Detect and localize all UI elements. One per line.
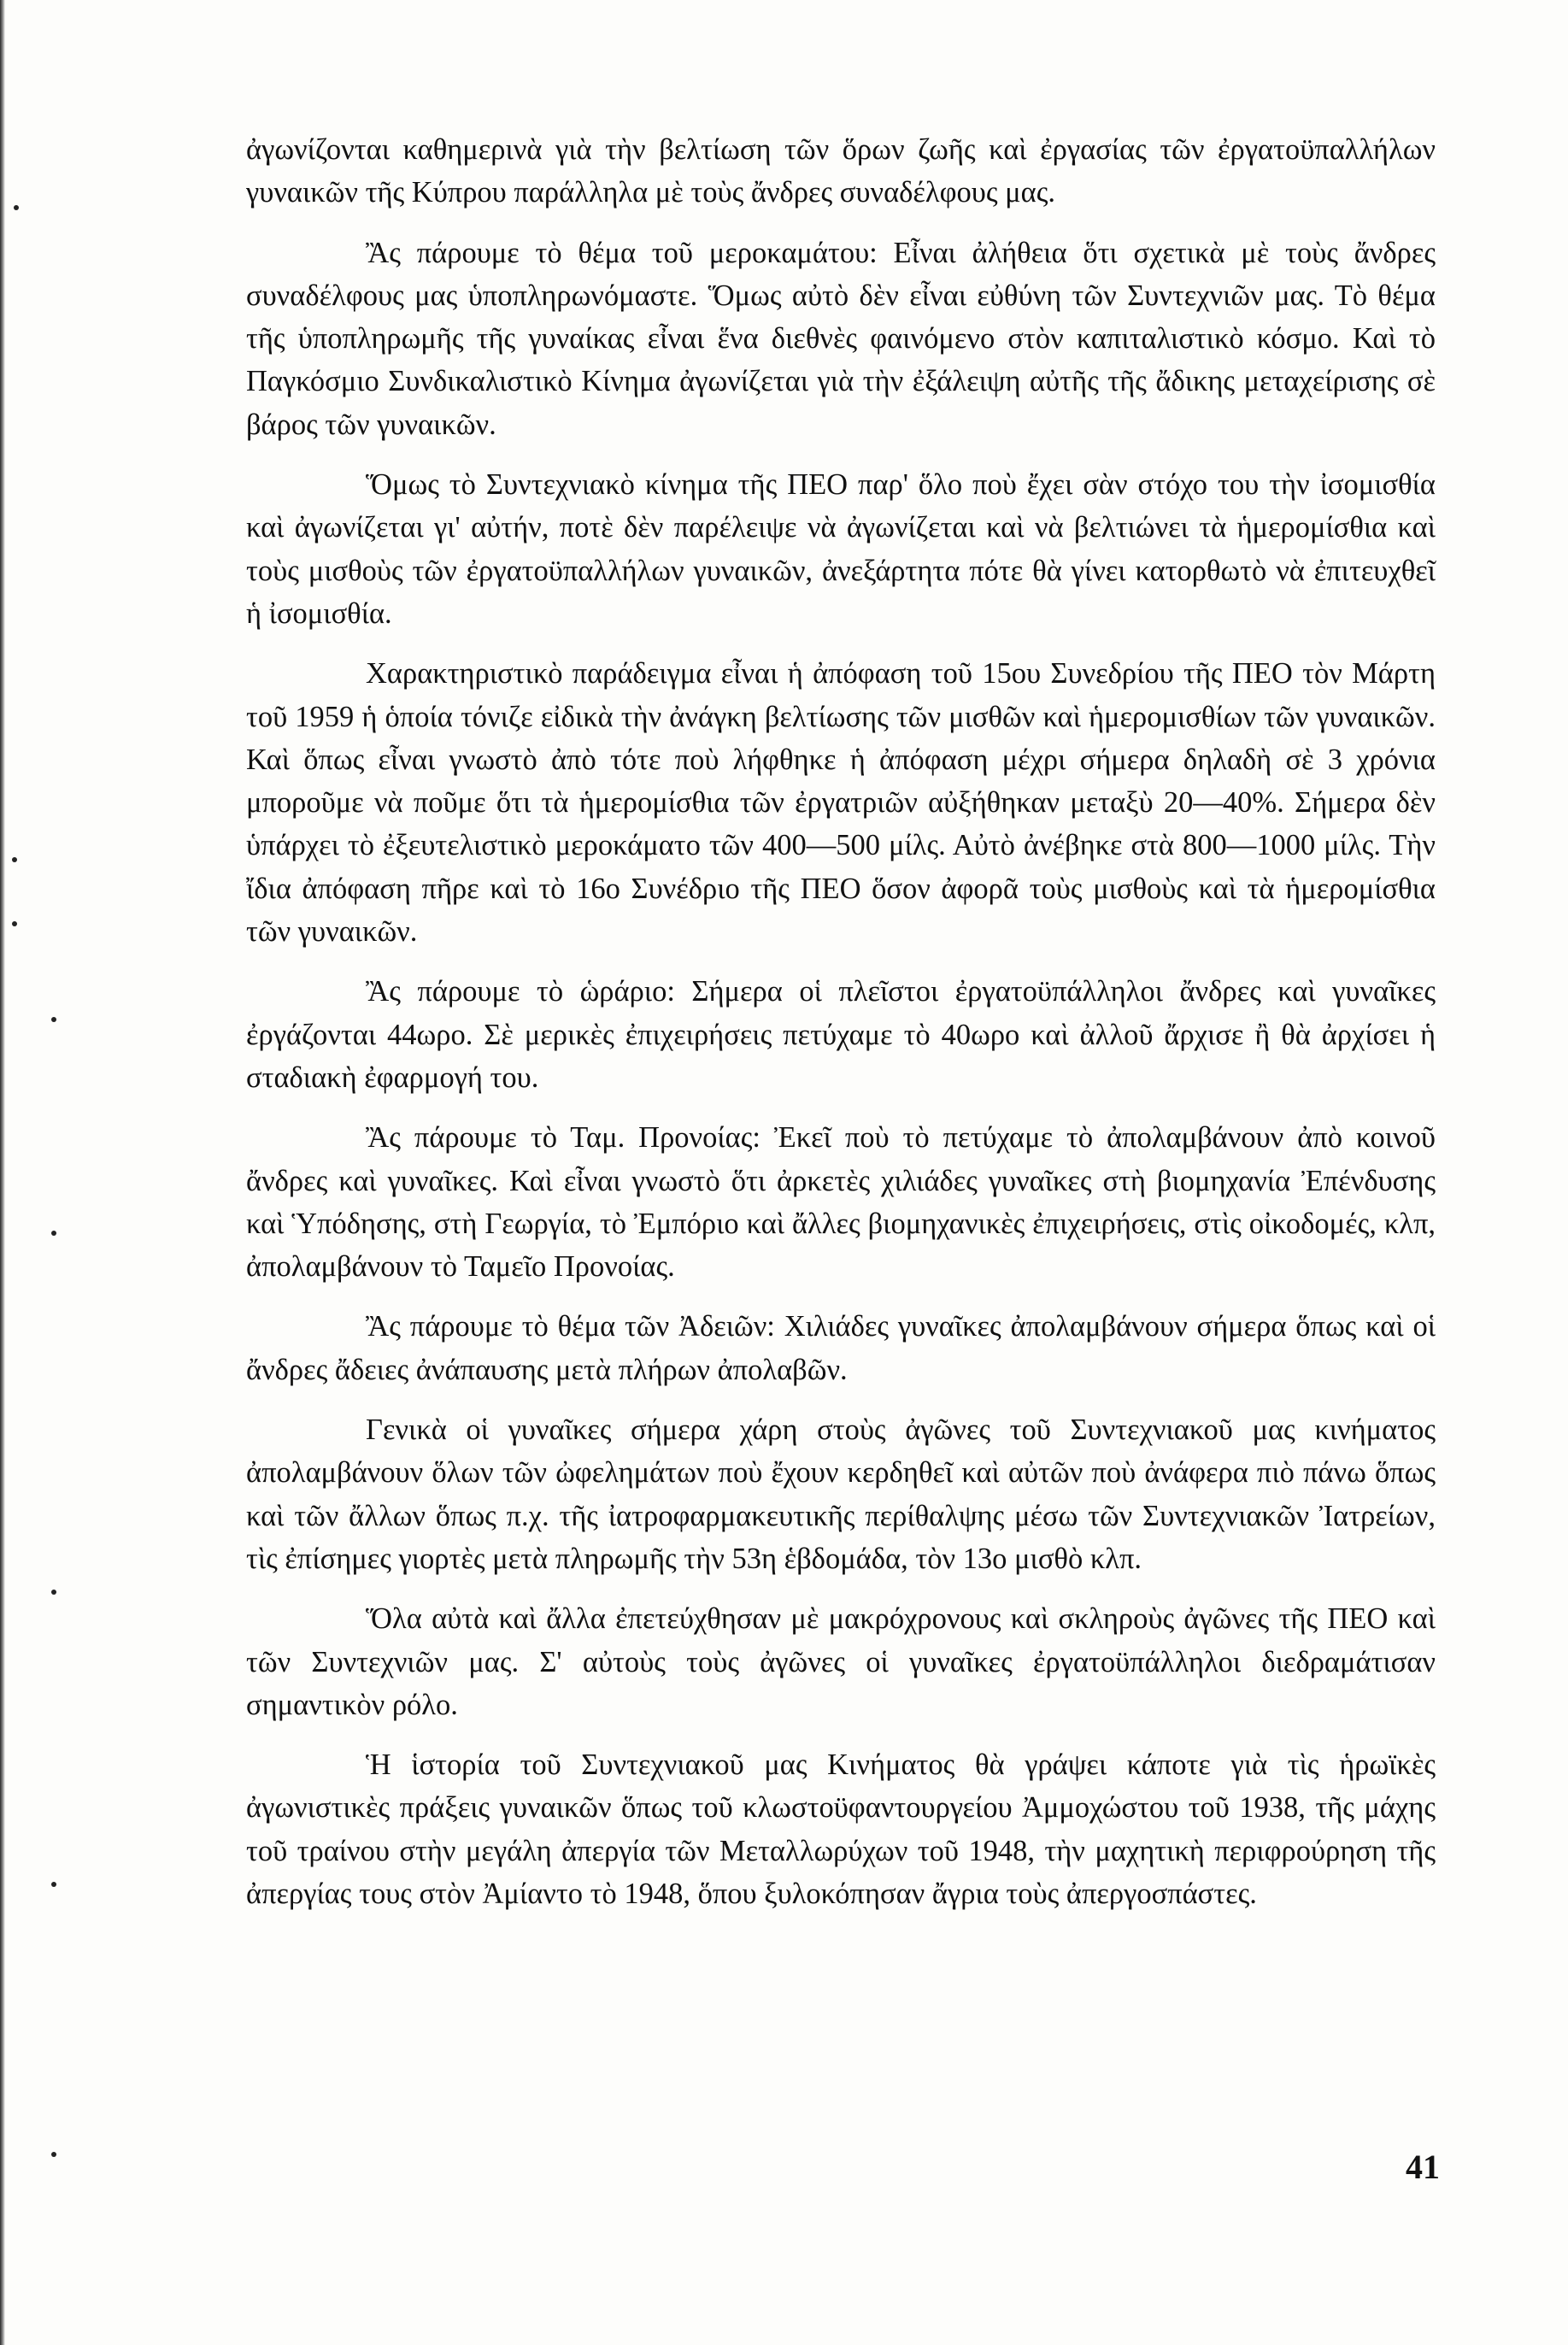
- paragraph: Ἡ ἱστορία τοῦ Συντεχνιακοῦ μας Κινήματος θὰ γράψει κάποτε γιὰ τὶς ἡρωϊκὲς ἀγωνιστικὲς πράξεις γυναικῶν ὅπως τοῦ κλωστοϋφαντουργείου Ἀμμοχώστου τοῦ 1938, τῆς μάχης τοῦ τραίνου στὴν μεγάλη ἀπεργία τῶν Μεταλλωρύχων τοῦ 1948, τὴν μαχητικὴ περιφρούρηση τῆς ἀπεργίας τους στὸν Ἀμίαντο τὸ 1948, ὅπου ξυλοκόπησαν ἄγρια τοὺς ἀπεργοσπάστες.: [246, 1748, 1436, 1910]
- body-text: [246, 128, 1436, 1915]
- paragraph: Ἂς πάρουμε τὸ ὡράριο: Σήμερα οἱ πλεῖστοι ἐργατοϋπάλληλοι ἄνδρες καὶ γυναῖκες ἐργάζονται 44ωρο. Σὲ μερικὲς ἐπιχειρήσεις πετύχαμε τὸ 40ωρο καὶ ἀλλοῦ ἄρχισε ἢ θὰ ἀρχίσει ἡ σταδιακὴ ἐφαρμογή του.: [246, 975, 1436, 1094]
- paragraph: Γενικὰ οἱ γυναῖκες σήμερα χάρη στοὺς ἀγῶνες τοῦ Συντεχνιακοῦ μας κινήματος ἀπολαμβάνουν ὅλων τῶν ὠφελημάτων ποὺ ἔχουν κερδηθεῖ καὶ αὐτῶν ποὺ ἀνάφερα πιὸ πάνω ὅπως καὶ τῶν ἄλλων ὅπως π.χ. τῆς ἰατροφαρμακευτικῆς περίθαλψης μέσω τῶν Συντεχνιακῶν Ἰατρείων, τὶς ἐπίσημες γιορτὲς μετὰ πληρωμῆς τὴν 53η ἑβδομάδα, τὸν 13ο μισθὸ κλπ.: [246, 1413, 1436, 1575]
- scan-speck: [51, 1017, 56, 1022]
- scan-edge: [0, 0, 5, 2345]
- scan-speck: [14, 205, 19, 210]
- scan-speck: [51, 2152, 56, 2157]
- paragraph: Ἂς πάρουμε τὸ θέμα τοῦ μεροκαμάτου: Εἶναι ἀλήθεια ὅτι σχετικὰ μὲ τοὺς ἄνδρες συναδέλφους μας ὑποπληρωνόμαστε. Ὅμως αὐτὸ δὲν εἶναι εὐθύνη τῶν Συντεχνιῶν μας. Τὸ θέμα τῆς ὑποπληρωμῆς τῆς γυναίκας εἶναι ἕνα διεθνὲς φαινόμενο στὸν καπιταλιστικὸ κόσμο. Καὶ τὸ Παγκόσμιο Συνδικαλιστικὸ Κίνημα ἀγωνίζεται γιὰ τὴν ἐξάλειψη αὐτῆς τῆς ἄδικης μεταχείρισης σὲ βάρος τῶν γυναικῶν.: [246, 236, 1436, 441]
- paragraph: ἀγωνίζονται καθημερινὰ γιὰ τὴν βελτίωση τῶν ὅρων ζωῆς καὶ ἐργασίας τῶν ἐργατοϋπαλλήλων γυναικῶν τῆς Κύπρου παράλληλα μὲ τοὺς ἄνδρες συναδέλφους μας.: [246, 133, 1436, 209]
- paragraph: Ὅμως τὸ Συντεχνιακὸ κίνημα τῆς ΠΕΟ παρ' ὅλο ποὺ ἔχει σὰν στόχο του τὴν ἰσομισθία καὶ ἀγωνίζεται γι' αὐτήν, ποτὲ δὲν παρέλειψε νὰ ἀγωνίζεται καὶ νὰ βελτιώνει τὰ ἡμερομίσθια καὶ τοὺς μισθοὺς τῶν ἐργατοϋπαλλήλων γυναικῶν, ἀνεξάρτητα πότε θὰ γίνει κατορθωτὸ νὰ ἐπιτευχθεῖ ἡ ἰσομισθία.: [246, 468, 1436, 630]
- scan-speck: [51, 1590, 56, 1595]
- scan-speck: [12, 921, 17, 926]
- paragraph: Ἂς πάρουμε τὸ θέμα τῶν Ἀδειῶν: Χιλιάδες γυναῖκες ἀπολαμβάνουν σήμερα ὅπως καὶ οἱ ἄνδρες ἄδειες ἀνάπαυσης μετὰ πλήρων ἀπολαβῶν.: [246, 1310, 1436, 1386]
- scan-speck: [51, 1231, 56, 1236]
- scan-speck: [12, 857, 17, 862]
- paragraph: Χαρακτηριστικὸ παράδειγμα εἶναι ἡ ἀπόφαση τοῦ 15ου Συνεδρίου τῆς ΠΕΟ τὸν Μάρτη τοῦ 1959 ἡ ὁποία τόνιζε εἰδικὰ τὴν ἀνάγκη βελτίωσης τῶν μισθῶν καὶ ἡμερομισθίων τῶν γυναικῶν. Καὶ ὅπως εἶναι γνωστὸ ἀπὸ τότε ποὺ λήφθηκε ἡ ἀπόφαση μέχρι σήμερα δηλαδὴ σὲ 3 χρόνια μποροῦμε νὰ ποῦμε ὅτι τὰ ἡμερομίσθια τῶν ἐργατριῶν αὐξήθηκαν μεταξὺ 20—40%. Σήμερα δὲν ὑπάρχει τὸ ἐξευτελιστικὸ μεροκάματο τῶν 400—500 μίλς. Αὐτὸ ἀνέβηκε στὰ 800—1000 μίλς. Τὴν ἴδια ἀπόφαση πῆρε καὶ τὸ 16ο Συνέδριο τῆς ΠΕΟ ὅσον ἀφορᾶ τοὺς μισθοὺς καὶ τὰ ἡμερομίσθια τῶν γυναικῶν.: [246, 657, 1436, 949]
- page-number: 41: [1406, 2148, 1440, 2186]
- paragraph: Ἂς πάρουμε τὸ Ταμ. Προνοίας: Ἐκεῖ ποὺ τὸ πετύχαμε τὸ ἀπολαμβάνουν ἀπὸ κοινοῦ ἄνδρες καὶ γυναῖκες. Καὶ εἶναι γνωστὸ ὅτι ἀρκετὲς χιλιάδες γυναῖκες στὴ βιομηχανία Ἐπένδυσης καὶ Ὑπόδησης, στὴ Γεωργία, τὸ Ἐμπόριο καὶ ἄλλες βιομηχανικὲς ἐπιχειρήσεις, στὶς οἰκοδομές, κλπ, ἀπολαμβάνουν τὸ Ταμεῖο Προνοίας.: [246, 1121, 1436, 1284]
- scan-speck: [51, 1882, 56, 1887]
- paragraph: Ὅλα αὐτὰ καὶ ἄλλα ἐπετεύχθησαν μὲ μακρόχρονους καὶ σκληροὺς ἀγῶνες τῆς ΠΕΟ καὶ τῶν Συντεχνιῶν μας. Σ' αὐτοὺς τοὺς ἀγῶνες οἱ γυναῖκες ἐργατοϋπάλληλοι διεδραμάτισαν σημαντικὸν ρόλο.: [246, 1602, 1436, 1721]
